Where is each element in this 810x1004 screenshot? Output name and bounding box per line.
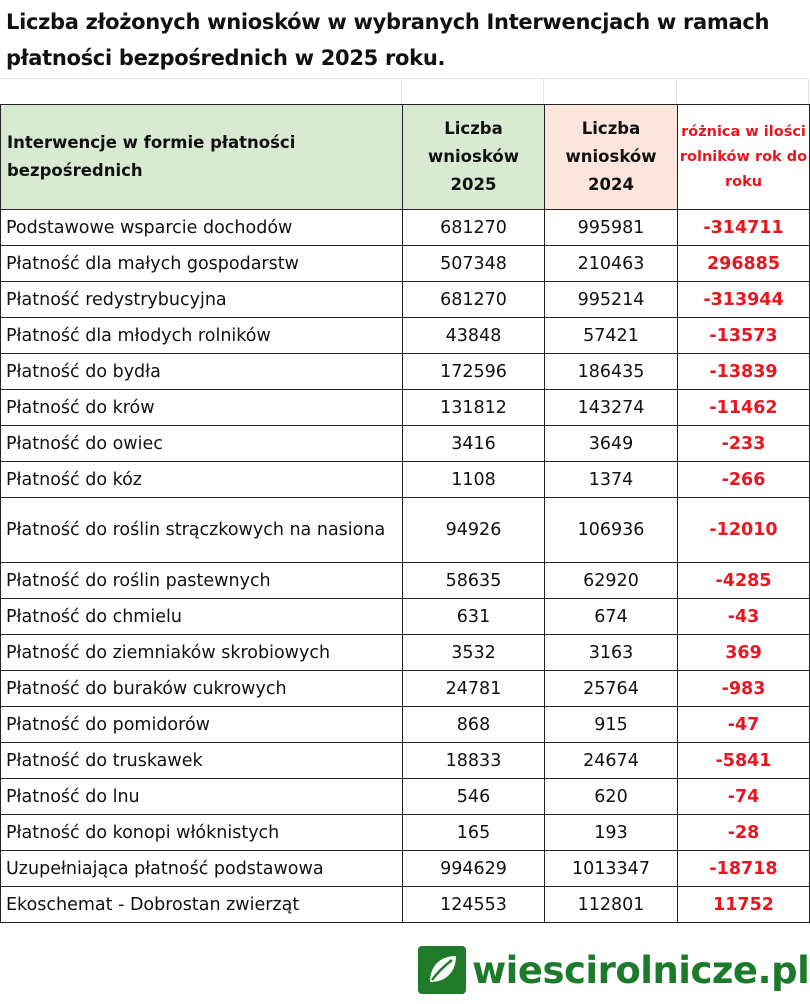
applications-2025: 18833 bbox=[403, 743, 545, 779]
header-applications-2025: Liczba wniosków 2025 bbox=[403, 105, 545, 210]
applications-2024: 106936 bbox=[545, 498, 678, 563]
intervention-name: Płatność redystrybucyjna bbox=[1, 282, 403, 318]
table-row bbox=[1, 210, 810, 246]
difference-value: -266 bbox=[678, 462, 810, 498]
applications-2025: 681270 bbox=[403, 210, 545, 246]
intervention-name: Podstawowe wsparcie dochodów bbox=[1, 210, 403, 246]
table-row bbox=[1, 498, 810, 563]
applications-2025: 631 bbox=[403, 599, 545, 635]
applications-2024: 3649 bbox=[545, 426, 678, 462]
applications-2025: 94926 bbox=[403, 498, 545, 563]
difference-value: -5841 bbox=[678, 743, 810, 779]
brand-logo-tld: .pl bbox=[757, 948, 810, 992]
intervention-name: Płatność do roślin strączkowych na nasiona bbox=[1, 498, 403, 563]
intervention-name: Płatność do bydła bbox=[1, 354, 403, 390]
applications-2025: 165 bbox=[403, 815, 545, 851]
table-row bbox=[1, 671, 810, 707]
leaf-icon bbox=[418, 946, 466, 994]
table-header-row bbox=[1, 105, 810, 210]
table-row bbox=[1, 815, 810, 851]
table-row bbox=[1, 779, 810, 815]
table-row bbox=[1, 707, 810, 743]
applications-2024: 915 bbox=[545, 707, 678, 743]
difference-value: -983 bbox=[678, 671, 810, 707]
applications-2024: 1374 bbox=[545, 462, 678, 498]
intervention-name: Płatność do buraków cukrowych bbox=[1, 671, 403, 707]
intervention-name: Płatność do pomidorów bbox=[1, 707, 403, 743]
difference-value: -314711 bbox=[678, 210, 810, 246]
applications-2024: 24674 bbox=[545, 743, 678, 779]
difference-value: -4285 bbox=[678, 563, 810, 599]
table-row bbox=[1, 851, 810, 887]
table-row bbox=[1, 318, 810, 354]
intervention-name: Płatność do chmielu bbox=[1, 599, 403, 635]
header-applications-2024: Liczba wniosków 2024 bbox=[545, 105, 678, 210]
applications-2024: 62920 bbox=[545, 563, 678, 599]
difference-value: -47 bbox=[678, 707, 810, 743]
applications-2025: 172596 bbox=[403, 354, 545, 390]
applications-2024: 1013347 bbox=[545, 851, 678, 887]
intervention-name: Uzupełniająca płatność podstawowa bbox=[1, 851, 403, 887]
difference-value: 369 bbox=[678, 635, 810, 671]
brand-logo-name: wiescirolnicze bbox=[472, 948, 758, 992]
table-row bbox=[1, 354, 810, 390]
difference-value: -13573 bbox=[678, 318, 810, 354]
applications-2025: 868 bbox=[403, 707, 545, 743]
applications-2025: 124553 bbox=[403, 887, 545, 923]
difference-value: -43 bbox=[678, 599, 810, 635]
table-row bbox=[1, 563, 810, 599]
table-row bbox=[1, 635, 810, 671]
applications-2024: 674 bbox=[545, 599, 678, 635]
applications-2024: 57421 bbox=[545, 318, 678, 354]
intervention-name: Płatność dla małych gospodarstw bbox=[1, 246, 403, 282]
applications-2025: 546 bbox=[403, 779, 545, 815]
spreadsheet-grid-row bbox=[0, 78, 808, 105]
difference-value: -12010 bbox=[678, 498, 810, 563]
applications-2024: 995981 bbox=[545, 210, 678, 246]
applications-2024: 186435 bbox=[545, 354, 678, 390]
applications-2025: 58635 bbox=[403, 563, 545, 599]
difference-value: -74 bbox=[678, 779, 810, 815]
applications-2024: 143274 bbox=[545, 390, 678, 426]
difference-value: 11752 bbox=[678, 887, 810, 923]
intervention-name: Ekoschemat - Dobrostan zwierząt bbox=[1, 887, 403, 923]
applications-2024: 25764 bbox=[545, 671, 678, 707]
applications-2025: 1108 bbox=[403, 462, 545, 498]
table-row bbox=[1, 390, 810, 426]
applications-2024: 620 bbox=[545, 779, 678, 815]
difference-value: -11462 bbox=[678, 390, 810, 426]
difference-value: -233 bbox=[678, 426, 810, 462]
brand-logo bbox=[418, 941, 809, 999]
intervention-name: Płatność do truskawek bbox=[1, 743, 403, 779]
table-row bbox=[1, 246, 810, 282]
applications-2024: 112801 bbox=[545, 887, 678, 923]
applications-2025: 994629 bbox=[403, 851, 545, 887]
difference-value: 296885 bbox=[678, 246, 810, 282]
header-interventions: Interwencje w formie płatności bezpośrednich bbox=[1, 105, 403, 210]
applications-2025: 131812 bbox=[403, 390, 545, 426]
applications-2025: 24781 bbox=[403, 671, 545, 707]
intervention-name: Płatność do owiec bbox=[1, 426, 403, 462]
intervention-name: Płatność do roślin pastewnych bbox=[1, 563, 403, 599]
applications-2024: 210463 bbox=[545, 246, 678, 282]
intervention-name: Płatność do konopi włóknistych bbox=[1, 815, 403, 851]
applications-2025: 43848 bbox=[403, 318, 545, 354]
table-row bbox=[1, 599, 810, 635]
intervention-name: Płatność do kóz bbox=[1, 462, 403, 498]
brand-logo-text bbox=[472, 949, 809, 992]
header-difference: różnica w ilości rolników rok do roku bbox=[678, 105, 810, 210]
difference-value: -313944 bbox=[678, 282, 810, 318]
table-row bbox=[1, 426, 810, 462]
difference-value: -13839 bbox=[678, 354, 810, 390]
table-row bbox=[1, 887, 810, 923]
page-title: Liczba złożonych wniosków w wybranych Interwencjach w ramach płatności bezpośrednich w 2025 roku. bbox=[6, 10, 770, 70]
intervention-name: Płatność do ziemniaków skrobiowych bbox=[1, 635, 403, 671]
applications-2024: 193 bbox=[545, 815, 678, 851]
difference-value: -28 bbox=[678, 815, 810, 851]
intervention-name: Płatność dla młodych rolników bbox=[1, 318, 403, 354]
applications-2025: 3416 bbox=[403, 426, 545, 462]
data-table bbox=[0, 104, 810, 923]
applications-2024: 995214 bbox=[545, 282, 678, 318]
applications-2025: 3532 bbox=[403, 635, 545, 671]
applications-2025: 507348 bbox=[403, 246, 545, 282]
table-row bbox=[1, 462, 810, 498]
table-row bbox=[1, 282, 810, 318]
applications-2024: 3163 bbox=[545, 635, 678, 671]
table-row bbox=[1, 743, 810, 779]
intervention-name: Płatność do lnu bbox=[1, 779, 403, 815]
difference-value: -18718 bbox=[678, 851, 810, 887]
intervention-name: Płatność do krów bbox=[1, 390, 403, 426]
applications-2025: 681270 bbox=[403, 282, 545, 318]
